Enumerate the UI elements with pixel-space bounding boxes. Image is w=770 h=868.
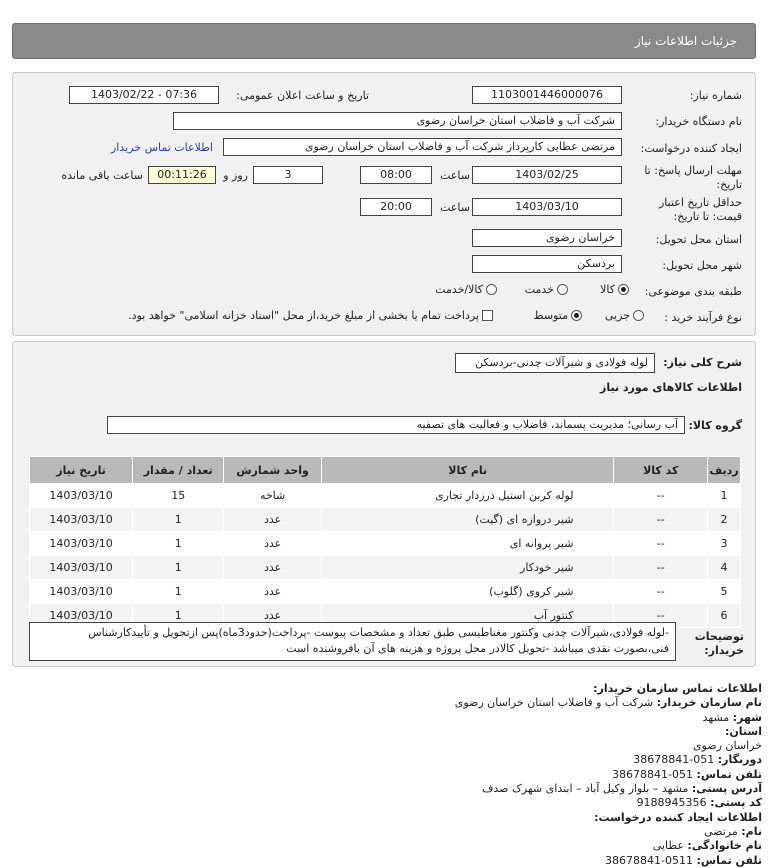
radio-selected-icon xyxy=(618,284,629,295)
goods-info-title: اطلاعات کالاهای مورد نیاز xyxy=(600,381,742,394)
creator-label: ایجاد کننده درخواست: xyxy=(640,142,742,155)
table-row: 1403/03/10 15 شاخه لوله کربن استیل درزدار تجاری -- 1 xyxy=(30,484,741,508)
process-option-minor[interactable]: جزیی xyxy=(605,308,644,322)
remaining-label: ساعت باقی مانده xyxy=(61,169,143,182)
province-field: خراسان رضوی xyxy=(472,229,622,247)
announce-field: 1403/02/22 - 07:36 xyxy=(69,86,219,104)
col-unit: واحد شمارش xyxy=(224,457,322,484)
table-row: 1403/03/10 1 عدد شیر کروی (گلوب) -- 5 xyxy=(30,580,741,604)
goods-table xyxy=(29,456,741,628)
category-option-goods-service[interactable]: کالا/خدمت xyxy=(435,282,497,296)
category-option-service[interactable]: خدمت xyxy=(525,282,568,296)
creator-name: مرتضی xyxy=(704,824,738,838)
treasury-payment-checkbox[interactable]: پرداخت تمام یا بخشی از مبلغ خرید،از محل "اسناد خزانه اسلامی" خواهد بود. xyxy=(128,308,493,322)
contact-title: اطلاعات تماس سازمان خریدار: xyxy=(593,682,762,695)
contact-city: مشهد xyxy=(702,710,730,724)
deadline-time-field: 08:00 xyxy=(360,166,432,184)
validity-date-field: 1403/03/10 xyxy=(472,198,622,216)
deadline-label: مهلت ارسال پاسخ: تا تاریخ: xyxy=(644,164,742,191)
days-label: روز و xyxy=(223,169,248,182)
creator-field: مرتضی عطایی کارپرداز شرکت آب و فاضلاب استان خراسان رضوی xyxy=(223,138,622,156)
creator-family: عطایی xyxy=(652,839,684,853)
validity-time-field: 20:00 xyxy=(360,198,432,216)
page-header-title: جزئیات اطلاعات نیاز xyxy=(634,34,737,48)
buyer-notes-label: توضیحات خریدار: xyxy=(694,630,744,657)
table-row: 1403/03/10 1 عدد شیر دروازه ای (گیت) -- 2 xyxy=(30,508,741,532)
remaining-time-field: 00:11:26 xyxy=(148,166,216,184)
category-option-goods[interactable]: کالا xyxy=(600,282,629,296)
buyer-contact-link[interactable]: اطلاعات تماس خریدار xyxy=(111,141,213,154)
col-quantity: تعداد / مقدار xyxy=(133,457,224,484)
contact-section: اطلاعات تماس سازمان خریدار: نام سازمان خریدار: شرکت آب و فاضلاب استان خراسان رضوی شهر: مشهد استان: خراسان رضوی دورنگار: 051-38678841 تلفن تماس: 051-38678841 آدرس پستی: مشهد – بلوار وکیل آباد – ابتدای شهرک صدف کد پستی: 9188945356 اطلاعات ایجاد کننده درخواست: نام: مرتضی نام خانوادگی: عطایی تلفن تماس: 0511-38678841 xyxy=(454,682,762,867)
col-need-date: تاریخ نیاز xyxy=(30,457,133,484)
need-number-label: شماره نیاز: xyxy=(689,89,742,102)
deadline-time-label: ساعت xyxy=(440,169,470,182)
buyer-org-field: شرکت آب و فاضلاب استان خراسان رضوی xyxy=(173,112,622,130)
validity-time-label: ساعت xyxy=(440,201,470,214)
contact-address: مشهد – بلوار وکیل آباد – ابتدای شهرک صدف xyxy=(481,782,689,796)
contact-phone: 051-38678841 xyxy=(612,767,694,781)
process-option-medium[interactable]: متوسط xyxy=(533,308,582,322)
table-row: 1403/03/10 1 عدد کنتور آب -- 6 xyxy=(30,604,741,628)
validity-label: حداقل تاریخ اعتبار قیمت: تا تاریخ: xyxy=(658,196,742,223)
category-label: طبقه بندی موضوعی: xyxy=(644,285,742,298)
goods-group-field: آب رسانی؛ مدیریت پسماند، فاضلاب و فعالیت های تصفیه xyxy=(107,416,685,434)
creator-info-title: اطلاعات ایجاد کننده درخواست: xyxy=(594,810,762,824)
days-field: 3 xyxy=(253,166,323,184)
province-label: استان محل تحویل: xyxy=(655,233,742,246)
radio-icon xyxy=(486,284,497,295)
contact-postal: 9188945356 xyxy=(636,796,707,810)
buyer-notes-field: -لوله فولادی،شیرآلات چدنی وکنتور مغناطیسی طبق تعداد و مشخصات پیوست -پرداخت(حدود3ماه)پس ازتحویل و تأییدکارشناس فنی،بصورت نقدی میباشد -تحویل کالادر محل پروژه و هزینه های آن بافروشنده است xyxy=(29,622,676,661)
col-goods-code: کد کالا xyxy=(614,457,708,484)
contact-fax: 051-38678841 xyxy=(633,753,715,767)
col-row-number: ردیف xyxy=(708,457,741,484)
table-header-row xyxy=(30,457,741,484)
summary-label: شرح کلی نیاز: xyxy=(663,356,742,369)
table-row: 1403/03/10 1 عدد شیر پروانه ای -- 3 xyxy=(30,532,741,556)
radio-icon xyxy=(633,310,644,321)
radio-icon xyxy=(557,284,568,295)
need-number-field: 1103001446000076 xyxy=(472,86,622,104)
contact-org: شرکت آب و فاضلاب استان خراسان رضوی xyxy=(454,696,654,710)
creator-phone: 0511-38678841 xyxy=(605,853,694,867)
summary-field: لوله فولادی و شیرآلات چدنی-بردسکن xyxy=(455,353,655,373)
buyer-org-label: نام دستگاه خریدار: xyxy=(655,115,742,128)
table-row: 1403/03/10 1 عدد شیر خودکار -- 4 xyxy=(30,556,741,580)
radio-selected-icon xyxy=(571,310,582,321)
deadline-date-field: 1403/02/25 xyxy=(472,166,622,184)
goods-group-label: گروه کالا: xyxy=(688,419,742,432)
city-label: شهر محل تحویل: xyxy=(662,259,742,272)
page-header xyxy=(12,23,756,59)
checkbox-icon xyxy=(482,310,493,321)
city-field: بردسکن xyxy=(472,255,622,273)
contact-province: خراسان رضوی xyxy=(692,739,762,753)
announce-label: تاریخ و ساعت اعلان عمومی: xyxy=(236,89,369,102)
process-label: نوع فرآیند خرید : xyxy=(664,311,742,324)
col-goods-name: نام کالا xyxy=(321,457,614,484)
